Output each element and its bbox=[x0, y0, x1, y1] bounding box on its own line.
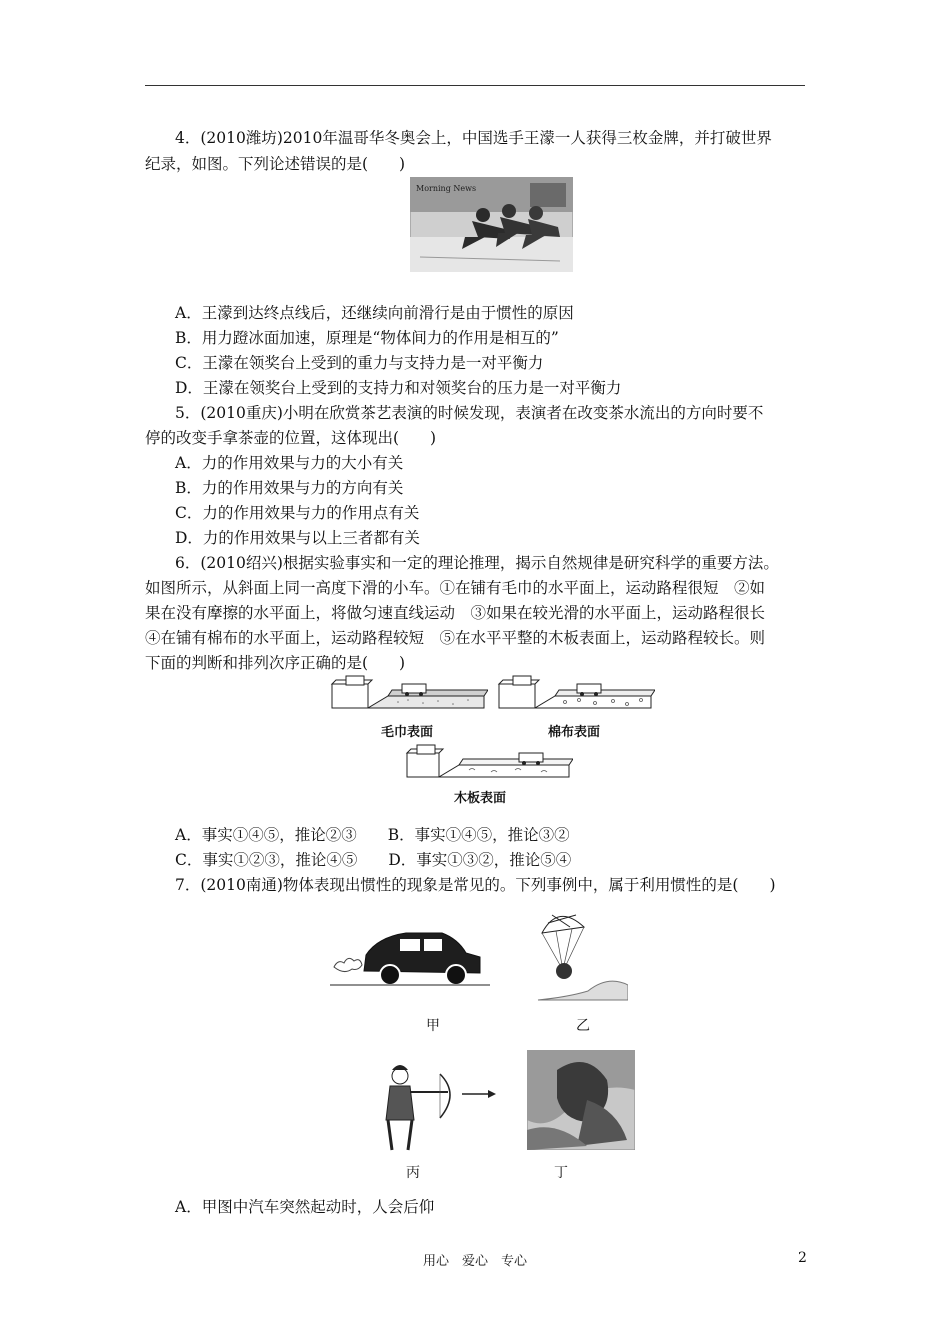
cart-on-wood bbox=[519, 753, 543, 762]
q5-line-1: 5．(2010重庆)小明在欣赏茶艺表演的时候发现，表演者在改变茶水流出的方向时要不 bbox=[175, 404, 764, 422]
page-number: 2 bbox=[798, 1250, 807, 1266]
page-footer: 用心 爱心 专心 bbox=[422, 1254, 527, 1269]
q6-line-5: 下面的判断和排列次序正确的是( ) bbox=[145, 654, 406, 672]
q6-line-2: 如图所示，从斜面上同一高度下滑的小车。①在铺有毛巾的水平面上，运动路程很短 ②如 bbox=[145, 579, 766, 597]
photo-caption-text: Morning News bbox=[416, 184, 477, 193]
q7-line-1: 7．(2010南通)物体表现出惯性的现象是常见的。下列事例中，属于利用惯性的是( ) bbox=[175, 876, 776, 894]
q4-option-c: C．王濛在领奖台上受到的重力与支持力是一对平衡力 bbox=[175, 354, 544, 372]
cart-on-slope bbox=[417, 745, 435, 754]
caption-yi: 乙 bbox=[576, 1018, 590, 1034]
q6-line-3: 果在没有摩擦的水平面上，将做匀速直线运动 ③如果在较光滑的水平面上，运动路程很长 bbox=[145, 604, 766, 622]
archer-illustration bbox=[378, 1060, 498, 1155]
towel-surface-diagram bbox=[328, 674, 488, 714]
cotton-surface-caption: 棉布表面 bbox=[548, 725, 601, 740]
cart-on-cotton bbox=[577, 684, 601, 693]
car-illustration bbox=[330, 925, 490, 990]
cart-on-slope bbox=[346, 676, 364, 685]
parachute-illustration bbox=[518, 905, 628, 1005]
wood-surface-diagram bbox=[403, 743, 573, 783]
q5-option-d: D．力的作用效果与以上三者都有关 bbox=[175, 529, 420, 547]
towel-surface-caption: 毛巾表面 bbox=[381, 725, 434, 740]
cart-on-slope bbox=[513, 676, 531, 685]
caption-bing: 丙 bbox=[406, 1165, 420, 1181]
q5-line-2: 停的改变手拿茶壶的位置，这体现出( ) bbox=[145, 429, 437, 447]
q7-option-a: A．甲图中汽车突然起动时，人会后仰 bbox=[175, 1198, 435, 1216]
q4-option-d: D．王濛在领奖台上受到的支持力和对领奖台的压力是一对平衡力 bbox=[175, 379, 622, 397]
q6-line-4: ④在铺有棉布的水平面上，运动路程较短 ⑤在水平平整的木板表面上，运动路程较长。则 bbox=[145, 629, 766, 647]
q5-option-a: A．力的作用效果与力的大小有关 bbox=[175, 454, 404, 472]
passenger-photo bbox=[527, 1050, 635, 1150]
q5-option-b: B．力的作用效果与力的方向有关 bbox=[175, 479, 404, 497]
caption-jia: 甲 bbox=[426, 1018, 440, 1034]
cart-on-towel bbox=[402, 684, 426, 693]
q4-line-2: 纪录，如图。下列论述错误的是( ) bbox=[145, 155, 406, 173]
skaters-photo bbox=[410, 177, 573, 272]
q6-line-1: 6．(2010绍兴)根据实验事实和一定的理论推理，揭示自然规律是研究科学的重要方法。 bbox=[175, 554, 779, 572]
cotton-surface-diagram bbox=[495, 674, 655, 714]
caption-ding: 丁 bbox=[554, 1165, 568, 1181]
wood-surface-caption: 木板表面 bbox=[454, 791, 507, 806]
q6-options-ab: A．事实①④⑤，推论②③ B．事实①④⑤，推论③② bbox=[175, 826, 570, 844]
q4-line-1: 4．(2010潍坊)2010年温哥华冬奥会上，中国选手王濛一人获得三枚金牌，并打破世界 bbox=[175, 129, 772, 147]
q4-option-a: A．王濛到达终点线后，还继续向前滑行是由于惯性的原因 bbox=[175, 304, 574, 322]
q4-option-b: B．用力蹬冰面加速，原理是“物体间力的作用是相互的” bbox=[175, 329, 559, 347]
header-rule bbox=[145, 85, 805, 86]
q6-options-cd: C．事实①②③，推论④⑤ D．事实①③②，推论⑤④ bbox=[175, 851, 572, 869]
q5-option-c: C．力的作用效果与力的作用点有关 bbox=[175, 504, 420, 522]
